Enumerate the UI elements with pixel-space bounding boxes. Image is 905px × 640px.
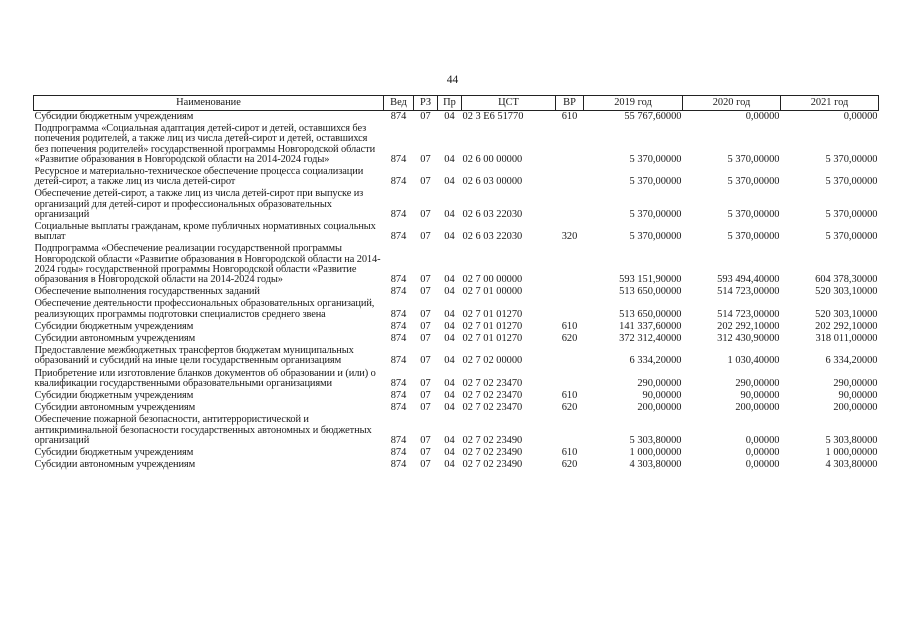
- row-pr: 04: [444, 402, 455, 414]
- table-row: [34, 459, 879, 471]
- row-cst: 02 7 00 00000: [462, 274, 523, 286]
- row-rz: 07: [420, 459, 431, 471]
- row-vr: [556, 166, 584, 188]
- table-row: [34, 188, 879, 221]
- page-number: 44: [446, 74, 459, 86]
- row-rz: 07: [420, 390, 431, 402]
- row-cst: 02 6 03 22030: [462, 231, 523, 243]
- row-cst: 02 7 02 23490: [462, 434, 523, 446]
- row-rz: 07: [420, 274, 431, 286]
- row-vr: 620: [561, 333, 578, 345]
- row-rz: 07: [420, 402, 431, 414]
- row-value-2019: 593 151,90000: [619, 274, 682, 286]
- row-rz: 07: [420, 208, 431, 220]
- row-cst: 02 7 02 23470: [462, 390, 523, 402]
- header-name: Наименование: [34, 96, 384, 111]
- row-value-2021: 6 334,20000: [825, 355, 878, 367]
- row-pr: 04: [444, 286, 455, 298]
- row-value-2019: 200,00000: [637, 402, 682, 414]
- row-value-2021: 5 370,00000: [825, 153, 878, 165]
- row-cst: 02 3 Е6 51770: [462, 111, 524, 122]
- table-row: [34, 390, 879, 402]
- table-row: [34, 286, 879, 298]
- row-rz: 07: [420, 447, 431, 459]
- row-value-2019: 4 303,80000: [629, 459, 682, 471]
- row-name: Субсидии бюджетным учреждениям: [34, 390, 194, 402]
- row-cst: 02 7 02 23490: [462, 459, 523, 471]
- row-cst: 02 6 00 00000: [462, 153, 523, 165]
- row-value-2021: 1 000,00000: [825, 447, 878, 459]
- row-vr: [556, 345, 584, 367]
- row-value-2021: 5 370,00000: [825, 176, 878, 188]
- row-vr: [556, 414, 584, 447]
- row-cst: 02 7 02 23490: [462, 447, 523, 459]
- row-rz: 07: [420, 320, 431, 332]
- row-value-2020: 290,00000: [735, 377, 780, 389]
- row-cst: 02 7 01 01270: [462, 320, 523, 332]
- row-ved: 874: [390, 111, 407, 122]
- row-cst: 02 7 02 00000: [462, 355, 523, 367]
- header-pr: Пр: [438, 96, 462, 111]
- row-name: Предоставление межбюджетных трансфертов бюджетам муниципальных образований и субсидий на иные цели государственным организациям: [34, 345, 354, 367]
- row-value-2020: 202 292,10000: [717, 320, 780, 332]
- row-pr: 04: [444, 153, 455, 165]
- row-vr: [556, 368, 584, 390]
- row-vr: 620: [561, 459, 578, 471]
- row-name: Субсидии автономным учреждениям: [34, 402, 196, 414]
- row-value-2019: 6 334,20000: [629, 355, 682, 367]
- row-vr: [556, 298, 584, 320]
- row-value-2020: 5 370,00000: [727, 231, 780, 243]
- row-cst: 02 7 01 00000: [462, 286, 523, 298]
- row-name: Обеспечение деятельности профессиональных образовательных организаций, реализующих программы подготовки специалистов среднего звена: [34, 298, 375, 320]
- row-name: Ресурсное и материально-техническое обеспечение процесса социализации детей-сирот, а также лиц из числа детей-сирот: [34, 166, 364, 188]
- row-value-2021: 5 370,00000: [825, 208, 878, 220]
- row-rz: 07: [420, 308, 431, 320]
- row-vr: [556, 123, 584, 166]
- row-rz: 07: [420, 231, 431, 243]
- row-vr: [556, 286, 584, 298]
- table-row: [34, 298, 879, 320]
- table-row: [34, 414, 879, 447]
- row-name: Обеспечение пожарной безопасности, антитеррористической и антикриминальной безопасности государственных автономных и бюджетных организаций: [34, 414, 372, 446]
- row-name: Субсидии бюджетным учреждениям: [34, 111, 194, 122]
- row-value-2020: 90,00000: [740, 390, 780, 402]
- row-value-2021: 0,00000: [843, 111, 878, 122]
- row-pr: 04: [444, 308, 455, 320]
- row-ved: 874: [390, 308, 407, 320]
- row-rz: 07: [420, 286, 431, 298]
- row-ved: 874: [390, 402, 407, 414]
- header-vr: ВР: [556, 96, 584, 111]
- row-value-2020: 1 030,40000: [727, 355, 780, 367]
- row-value-2020: 0,00000: [745, 459, 780, 471]
- row-pr: 04: [444, 320, 455, 332]
- row-ved: 874: [390, 176, 407, 188]
- table-row: [34, 166, 879, 188]
- row-ved: 874: [390, 208, 407, 220]
- row-value-2020: 312 430,90000: [717, 333, 780, 345]
- table-row: [34, 321, 879, 333]
- table-row: [34, 368, 879, 390]
- header-2020: 2020 год: [683, 96, 781, 111]
- row-pr: 04: [444, 434, 455, 446]
- row-ved: 874: [390, 355, 407, 367]
- row-name: Обеспечение детей-сирот, а также лиц из числа детей-сирот при выпуске из организаций для детей-сирот и профессиональных образовательных организаций: [34, 188, 364, 220]
- row-value-2019: 90,00000: [642, 390, 682, 402]
- row-name: Обеспечение выполнения государственных заданий: [34, 286, 260, 298]
- row-value-2019: 1 000,00000: [629, 447, 682, 459]
- row-cst: 02 6 03 22030: [462, 208, 523, 220]
- table-row: [34, 221, 879, 243]
- row-name: Субсидии бюджетным учреждениям: [34, 447, 194, 459]
- row-vr: 610: [561, 320, 578, 332]
- row-cst: 02 7 01 01270: [462, 308, 523, 320]
- row-rz: 07: [420, 333, 431, 345]
- row-pr: 04: [444, 459, 455, 471]
- row-pr: 04: [444, 447, 455, 459]
- row-ved: 874: [390, 377, 407, 389]
- row-ved: 874: [390, 333, 407, 345]
- row-value-2019: 5 370,00000: [629, 176, 682, 188]
- row-ved: 874: [390, 274, 407, 286]
- row-ved: 874: [390, 153, 407, 165]
- table-row: [34, 345, 879, 367]
- row-name: Социальные выплаты гражданам, кроме публичных нормативных социальных выплат: [34, 221, 376, 243]
- row-rz: 07: [420, 355, 431, 367]
- row-pr: 04: [444, 355, 455, 367]
- row-ved: 874: [390, 459, 407, 471]
- row-value-2019: 141 337,60000: [619, 320, 682, 332]
- row-pr: 04: [444, 377, 455, 389]
- row-ved: 874: [390, 447, 407, 459]
- row-rz: 07: [420, 153, 431, 165]
- row-value-2019: 55 767,60000: [624, 111, 682, 122]
- header-cst: ЦСТ: [462, 96, 556, 111]
- row-value-2020: 514 723,00000: [717, 286, 780, 298]
- row-value-2020: 5 370,00000: [727, 208, 780, 220]
- row-value-2019: 372 312,40000: [619, 333, 682, 345]
- row-ved: 874: [390, 320, 407, 332]
- row-value-2021: 5 370,00000: [825, 231, 878, 243]
- header-rz: РЗ: [414, 96, 438, 111]
- row-ved: 874: [390, 286, 407, 298]
- row-value-2021: 290,00000: [833, 377, 878, 389]
- row-cst: 02 7 01 01270: [462, 333, 523, 345]
- row-pr: 04: [444, 176, 455, 188]
- row-ved: 874: [390, 434, 407, 446]
- row-rz: 07: [420, 111, 431, 122]
- row-pr: 04: [444, 333, 455, 345]
- row-pr: 04: [444, 208, 455, 220]
- row-value-2020: 0,00000: [745, 111, 780, 122]
- row-vr: 620: [561, 402, 578, 414]
- row-name: Приобретение или изготовление бланков документов об образовании и (или) о квалификации государственными образовательными организациями: [34, 367, 376, 389]
- row-value-2021: 604 378,30000: [815, 274, 878, 286]
- table-row: [34, 243, 879, 286]
- row-vr: 610: [561, 390, 578, 402]
- row-vr: 610: [561, 447, 578, 459]
- row-value-2021: 520 303,10000: [815, 308, 878, 320]
- row-rz: 07: [420, 434, 431, 446]
- table-row: [34, 402, 879, 414]
- table-row: [34, 447, 879, 459]
- row-vr: [556, 243, 584, 286]
- row-value-2019: 5 370,00000: [629, 208, 682, 220]
- header-2019: 2019 год: [584, 96, 683, 111]
- row-vr: [556, 188, 584, 221]
- row-value-2019: 5 370,00000: [629, 153, 682, 165]
- row-value-2021: 318 011,00000: [815, 333, 878, 345]
- row-value-2021: 200,00000: [833, 402, 878, 414]
- row-value-2021: 4 303,80000: [825, 459, 878, 471]
- row-name: Субсидии бюджетным учреждениям: [34, 320, 194, 332]
- row-pr: 04: [444, 274, 455, 286]
- row-rz: 07: [420, 377, 431, 389]
- row-value-2020: 0,00000: [745, 434, 780, 446]
- row-value-2019: 513 650,00000: [619, 308, 682, 320]
- row-vr: 610: [561, 111, 578, 122]
- table-row: [34, 333, 879, 345]
- row-vr: 320: [561, 231, 578, 243]
- row-value-2019: 513 650,00000: [619, 286, 682, 298]
- budget-table: [33, 95, 879, 472]
- table-row: [34, 111, 879, 124]
- header-2021: 2021 год: [781, 96, 879, 111]
- row-name: Подпрограмма «Социальная адаптация детей-сирот и детей, оставшихся без попечения родителей, а также лиц из числа детей-сирот и детей, оставшихся без попечения родителей» государственной программы Новгородской области «Развитие образования в Новгородской области на 2014-2024 годы»: [34, 123, 376, 165]
- row-cst: 02 6 03 00000: [462, 176, 523, 188]
- row-value-2021: 90,00000: [838, 390, 878, 402]
- table-header-row: [34, 96, 879, 111]
- row-ved: 874: [390, 390, 407, 402]
- row-value-2020: 0,00000: [745, 447, 780, 459]
- table-row: [34, 123, 879, 166]
- row-value-2019: 5 370,00000: [629, 231, 682, 243]
- row-value-2020: 5 370,00000: [727, 176, 780, 188]
- row-value-2020: 514 723,00000: [717, 308, 780, 320]
- row-cst: 02 7 02 23470: [462, 377, 523, 389]
- row-value-2020: 5 370,00000: [727, 153, 780, 165]
- row-pr: 04: [444, 390, 455, 402]
- row-pr: 04: [444, 111, 455, 122]
- row-ved: 874: [390, 231, 407, 243]
- row-pr: 04: [444, 231, 455, 243]
- row-value-2019: 5 303,80000: [629, 434, 682, 446]
- row-value-2021: 202 292,10000: [815, 320, 878, 332]
- row-cst: 02 7 02 23470: [462, 402, 523, 414]
- row-value-2020: 200,00000: [735, 402, 780, 414]
- header-ved: Вед: [384, 96, 414, 111]
- row-value-2021: 5 303,80000: [825, 434, 878, 446]
- row-name: Подпрограмма «Обеспечение реализации государственной программы Новгородской области «Развитие образования в Новгородской области на 2014-2024 годы» государственной программы Новгородской области «Развитие образования в Новгородской области на 2014-2024 годы»: [34, 243, 381, 286]
- row-name: Субсидии автономным учреждениям: [34, 333, 196, 345]
- row-value-2019: 290,00000: [637, 377, 682, 389]
- row-rz: 07: [420, 176, 431, 188]
- row-name: Субсидии автономным учреждениям: [34, 459, 196, 471]
- row-value-2020: 593 494,40000: [717, 274, 780, 286]
- row-value-2021: 520 303,10000: [815, 286, 878, 298]
